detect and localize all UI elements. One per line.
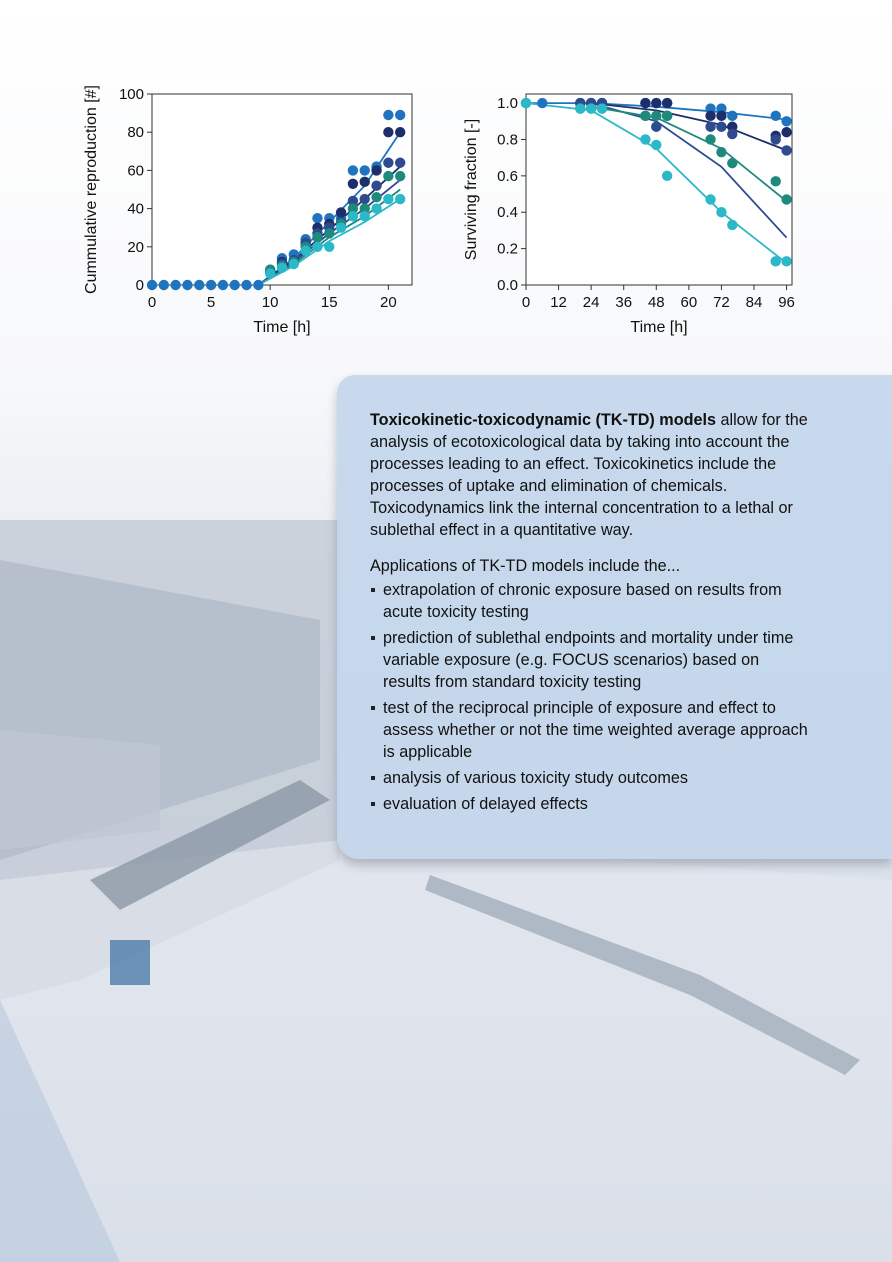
- data-point: [395, 127, 405, 137]
- data-point: [716, 207, 726, 217]
- x-tick-label: 72: [713, 294, 730, 311]
- data-point: [300, 245, 310, 255]
- data-point: [395, 194, 405, 204]
- applications-lead: Applications of TK-TD models include the...: [370, 557, 681, 575]
- data-point: [312, 232, 322, 242]
- intro-bold-term: Toxicokinetic-toxicodynamic (TK-TD) models: [370, 411, 716, 429]
- x-tick-label: 0: [147, 294, 157, 311]
- data-point: [716, 147, 726, 157]
- data-point: [253, 280, 263, 290]
- data-point: [575, 103, 585, 113]
- data-point: [147, 280, 157, 290]
- data-point: [218, 280, 228, 290]
- x-axis-label: Time [h]: [253, 319, 311, 336]
- data-point: [371, 192, 381, 202]
- data-point: [395, 158, 405, 168]
- x-tick-label: 5: [206, 294, 216, 311]
- y-tick-label: 0.6: [497, 167, 518, 185]
- data-point: [360, 211, 370, 221]
- data-point: [289, 259, 299, 269]
- data-point: [383, 127, 393, 137]
- x-tick-label: 12: [550, 294, 567, 311]
- data-point: [727, 111, 737, 121]
- y-tick-label: 0: [135, 277, 144, 294]
- list-item: test of the reciprocal principle of exposure and effect to assess whether or not the time weighted average approach is applicable: [370, 697, 810, 763]
- y-axis-label: Cummulative reproduction [#]: [83, 85, 100, 294]
- y-tick-label: 0.4: [497, 204, 518, 222]
- data-point: [771, 256, 781, 266]
- x-tick-label: 15: [320, 294, 338, 311]
- y-tick-label: 1.0: [497, 95, 518, 113]
- data-point: [727, 129, 737, 139]
- data-point: [360, 194, 370, 204]
- data-point: [705, 111, 715, 121]
- x-tick-label: 84: [745, 294, 763, 311]
- data-point: [651, 111, 661, 121]
- y-axis-label: Surviving fraction [-]: [463, 118, 480, 261]
- data-point: [640, 111, 650, 121]
- data-point: [781, 145, 791, 155]
- data-point: [265, 268, 275, 278]
- x-tick-label: 20: [380, 294, 397, 311]
- x-tick-label: 96: [778, 294, 795, 311]
- data-point: [716, 111, 726, 121]
- data-point: [781, 116, 791, 126]
- x-tick-label: 24: [582, 294, 600, 311]
- data-point: [230, 280, 240, 290]
- x-axis-label: Time [h]: [630, 319, 688, 336]
- survival-chart: [458, 78, 804, 350]
- data-point: [771, 111, 781, 121]
- x-tick-label: 48: [647, 294, 665, 311]
- data-point: [705, 134, 715, 144]
- data-point: [360, 177, 370, 187]
- data-point: [705, 122, 715, 132]
- data-point: [383, 171, 393, 181]
- data-point: [771, 176, 781, 186]
- data-point: [395, 171, 405, 181]
- data-point: [371, 180, 381, 190]
- info-panel: [337, 375, 892, 859]
- data-point: [324, 242, 334, 252]
- data-point: [360, 165, 370, 175]
- data-point: [727, 220, 737, 230]
- x-tick-label: 10: [261, 294, 279, 311]
- y-tick-label: 20: [127, 238, 144, 256]
- data-point: [312, 242, 322, 252]
- data-point: [537, 98, 547, 108]
- data-point: [586, 103, 596, 113]
- data-point: [277, 263, 287, 273]
- data-point: [159, 280, 169, 290]
- data-point: [324, 228, 334, 238]
- data-point: [182, 280, 192, 290]
- x-tick-label: 0: [521, 294, 531, 311]
- list-item: evaluation of delayed effects: [370, 793, 810, 815]
- list-item: extrapolation of chronic exposure based on results from acute toxicity testing: [370, 579, 810, 623]
- data-point: [781, 256, 791, 266]
- list-item: analysis of various toxicity study outcomes: [370, 767, 810, 789]
- data-point: [662, 171, 672, 181]
- applications-list: [370, 579, 810, 815]
- data-point: [651, 140, 661, 150]
- data-point: [336, 223, 346, 233]
- y-tick-label: 0.2: [497, 240, 518, 258]
- data-point: [781, 194, 791, 204]
- y-tick-label: 60: [127, 162, 144, 180]
- data-point: [651, 98, 661, 108]
- y-tick-label: 100: [118, 86, 144, 103]
- data-point: [640, 98, 650, 108]
- data-point: [383, 110, 393, 120]
- data-point: [727, 158, 737, 168]
- reproduction-chart: [80, 78, 420, 350]
- y-tick-label: 80: [127, 124, 144, 142]
- data-point: [336, 207, 346, 217]
- data-point: [206, 280, 216, 290]
- data-point: [662, 98, 672, 108]
- data-point: [771, 134, 781, 144]
- data-point: [597, 103, 607, 113]
- data-point: [371, 165, 381, 175]
- x-tick-label: 36: [615, 294, 633, 311]
- intro-paragraph: [370, 409, 810, 541]
- data-point: [383, 158, 393, 168]
- data-point: [651, 122, 661, 132]
- list-item: prediction of sublethal endpoints and mortality under time variable exposure (e.g. FOCUS scenarios) based on results from standard toxicity testing: [370, 627, 810, 693]
- y-tick-label: 0.8: [497, 131, 518, 149]
- data-point: [521, 98, 531, 108]
- data-point: [371, 203, 381, 213]
- data-point: [705, 194, 715, 204]
- data-point: [312, 213, 322, 223]
- panel-text: [370, 409, 810, 819]
- intro-text: allow for the analysis of ecotoxicological data by taking into account the processes leading to an effect. Toxicokinetics include the processes of uptake and elimination of chemicals. Toxicodynamics link the internal concentration to a lethal or sublethal effect in a quantitative way.: [370, 411, 808, 539]
- data-point: [241, 280, 251, 290]
- data-point: [662, 111, 672, 121]
- y-tick-label: 40: [127, 200, 144, 218]
- data-point: [170, 280, 180, 290]
- x-tick-label: 60: [680, 294, 698, 311]
- data-point: [348, 211, 358, 221]
- y-tick-label: 0.0: [497, 277, 518, 294]
- data-point: [383, 194, 393, 204]
- data-point: [395, 110, 405, 120]
- data-point: [348, 179, 358, 189]
- data-point: [348, 165, 358, 175]
- data-point: [781, 127, 791, 137]
- data-point: [640, 134, 650, 144]
- data-point: [716, 122, 726, 132]
- data-point: [194, 280, 204, 290]
